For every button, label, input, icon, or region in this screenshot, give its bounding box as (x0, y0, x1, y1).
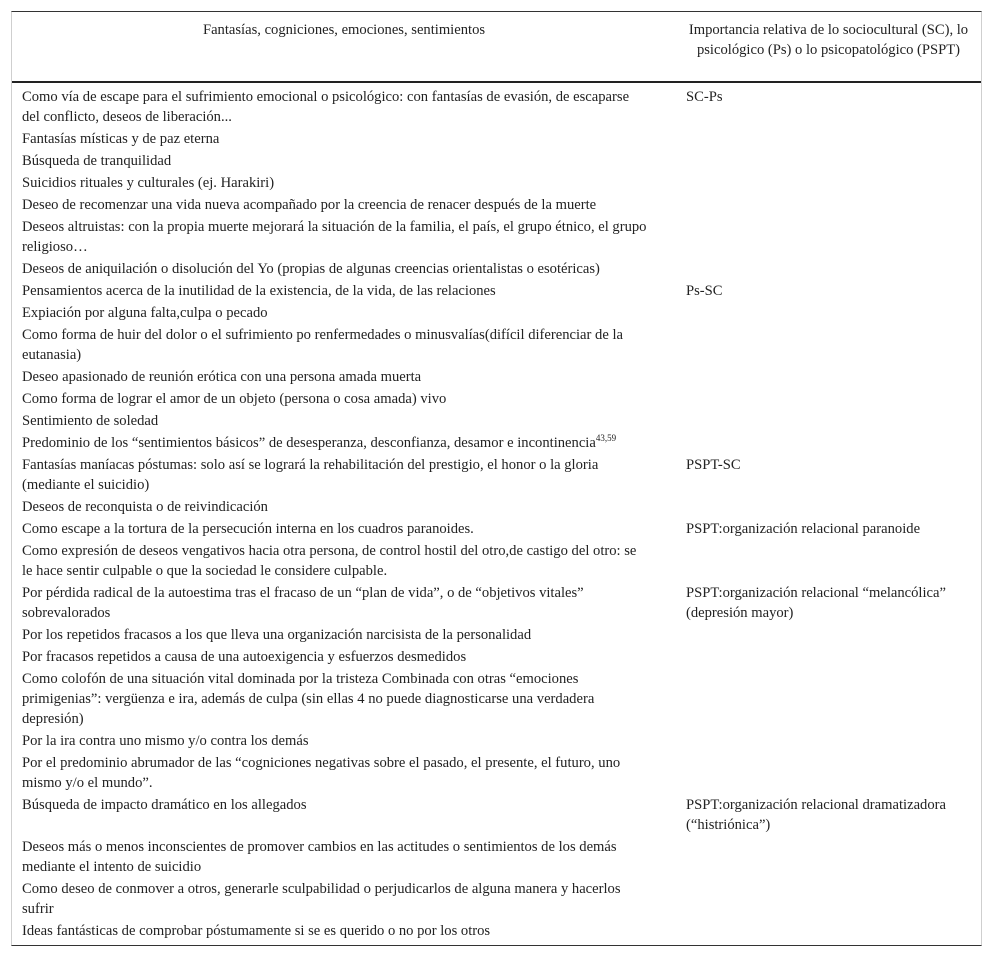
table-header (12, 12, 981, 83)
description-text: Ideas fantásticas de comprobar póstumamente si se es querido o no por los otros (22, 923, 491, 939)
table-row (12, 496, 981, 518)
description-text: Como forma de huir del dolor o el sufrimiento po renfermedades o minusvalías(difícil diferenciar de la eutanasia) (22, 327, 623, 363)
table-row (12, 646, 981, 668)
data-table (11, 11, 982, 946)
table-row (12, 878, 981, 920)
cell-description (12, 194, 676, 216)
table-row (12, 194, 981, 216)
table-row (12, 454, 981, 496)
description-text: Como deseo de conmover a otros, generarle sculpabilidad o perjudicarlos de alguna manera y hacerlos sufrir (22, 881, 621, 917)
header-col-feelings: Fantasías, cogniciones, emociones, sentimientos (202, 22, 486, 38)
cell-description (12, 388, 676, 410)
table-row (12, 752, 981, 794)
cell-category: PSPT:organización relacional paranoide (686, 521, 921, 537)
description-text: Deseos altruistas: con la propia muerte mejorará la situación de la familia, el país, el grupo étnico, el grupo religioso… (22, 219, 647, 255)
cell-description (12, 624, 676, 646)
table-row (12, 432, 981, 454)
citation-superscript: 43,59 (595, 433, 617, 443)
cell-category: PSPT:organización relacional dramatizadora (“histriónica”) (686, 797, 946, 833)
description-text: Fantasías maníacas póstumas: solo así se logrará la rehabilitación del prestigio, el honor o la gloria (mediante el suicidio) (22, 457, 599, 493)
cell-category (676, 540, 981, 582)
cell-category (676, 216, 981, 258)
cell-description (12, 878, 676, 920)
cell-category (676, 302, 981, 324)
description-text: Como escape a la tortura de la persecución interna en los cuadros paranoides. (22, 521, 474, 537)
cell-category: Ps-SC (686, 283, 723, 299)
table-row (12, 258, 981, 280)
table-row (12, 836, 981, 878)
header-col-importance: Importancia relativa de lo sociocultural (SC), lo psicológico (Ps) o lo psicopatológico (PSPT) (688, 22, 969, 58)
cell-description (12, 496, 676, 518)
description-text: Deseos de aniquilación o disolución del Yo (propias de algunas creencias orientalistas o esotéricas) (22, 261, 600, 277)
table-row (12, 172, 981, 194)
description-text: Por el predominio abrumador de las “cogniciones negativas sobre el pasado, el presente, el futuro, uno mismo y/o el mundo”. (22, 755, 621, 791)
cell-description (12, 454, 676, 496)
cell-category (676, 172, 981, 194)
cell-category (676, 128, 981, 150)
cell-description (12, 302, 676, 324)
cell-description (12, 128, 676, 150)
cell-description (12, 172, 676, 194)
description-text: Búsqueda de tranquilidad (22, 153, 172, 169)
table-row (12, 540, 981, 582)
table-body (12, 83, 981, 945)
description-text: Deseos más o menos inconscientes de promover cambios en las actitudes o sentimientos de los demás mediante el intento de suicidio (22, 839, 617, 875)
description-text: Por los repetidos fracasos a los que lleva una organización narcisista de la personalidad (22, 627, 532, 643)
cell-description (12, 582, 676, 624)
cell-description (12, 730, 676, 752)
cell-description (12, 86, 676, 128)
description-text: Suicidios rituales y culturales (ej. Harakiri) (22, 175, 275, 191)
description-text: Expiación por alguna falta,culpa o pecado (22, 305, 268, 321)
table-row (12, 730, 981, 752)
cell-category (676, 150, 981, 172)
cell-description (12, 216, 676, 258)
cell-category: SC-Ps (686, 89, 723, 105)
table-row (12, 280, 981, 302)
cell-category (676, 646, 981, 668)
table-row (12, 668, 981, 730)
table-row (12, 366, 981, 388)
cell-description (12, 752, 676, 794)
table-row (12, 582, 981, 624)
cell-category (676, 194, 981, 216)
cell-description (12, 836, 676, 878)
description-text: Fantasías místicas y de paz eterna (22, 131, 220, 147)
description-text: Deseo de recomenzar una vida nueva acompañado por la creencia de renacer después de la muerte (22, 197, 597, 213)
cell-description (12, 366, 676, 388)
description-text: Por fracasos repetidos a causa de una autoexigencia y esfuerzos desmedidos (22, 649, 467, 665)
cell-description (12, 540, 676, 582)
cell-description (12, 258, 676, 280)
cell-description (12, 920, 676, 942)
cell-description (12, 668, 676, 730)
cell-category (676, 258, 981, 280)
table-row (12, 216, 981, 258)
cell-category (676, 366, 981, 388)
cell-description (12, 432, 676, 454)
table-row (12, 86, 981, 128)
description-text: Por la ira contra uno mismo y/o contra los demás (22, 733, 309, 749)
description-text: Como vía de escape para el sufrimiento emocional o psicológico: con fantasías de evasión, de escaparse del conflicto, deseos de liberación... (22, 89, 630, 125)
table-row (12, 324, 981, 366)
description-text: Predominio de los “sentimientos básicos” de desesperanza, desconfianza, desamor e incontinencia (22, 435, 596, 451)
cell-description (12, 280, 676, 302)
table-row (12, 624, 981, 646)
cell-category (676, 410, 981, 432)
cell-description (12, 518, 676, 540)
cell-category (676, 920, 981, 942)
table-row (12, 410, 981, 432)
cell-category (676, 836, 981, 878)
cell-description (12, 150, 676, 172)
table-row (12, 794, 981, 836)
cell-description (12, 794, 676, 836)
table-row (12, 388, 981, 410)
cell-category (676, 496, 981, 518)
cell-category: PSPT:organización relacional “melancólica” (depresión mayor) (686, 585, 946, 621)
cell-category (676, 388, 981, 410)
cell-category (676, 432, 981, 454)
cell-category (676, 324, 981, 366)
cell-category (676, 752, 981, 794)
table-row (12, 518, 981, 540)
description-text: Pensamientos acerca de la inutilidad de la existencia, de la vida, de las relaciones (22, 283, 496, 299)
description-text: Sentimiento de soledad (22, 413, 159, 429)
table-row (12, 150, 981, 172)
cell-description (12, 646, 676, 668)
table-row (12, 302, 981, 324)
description-text: Por pérdida radical de la autoestima tras el fracaso de un “plan de vida”, o de “objetivos vitales” sobrevalorados (22, 585, 584, 621)
description-text: Deseo apasionado de reunión erótica con una persona amada muerta (22, 369, 422, 385)
cell-category (676, 878, 981, 920)
description-text: Deseos de reconquista o de reivindicación (22, 499, 268, 515)
table-row (12, 920, 981, 942)
cell-category (676, 668, 981, 730)
description-text: Como expresión de deseos vengativos hacia otra persona, de control hostil del otro,de castigo del otro: se le hace sentir culpable o que la sociedad le considere culpable. (22, 543, 637, 579)
description-text: Como forma de lograr el amor de un objeto (persona o cosa amada) vivo (22, 391, 447, 407)
table-row (12, 128, 981, 150)
cell-category: PSPT-SC (686, 457, 741, 473)
cell-category (676, 624, 981, 646)
description-text: Búsqueda de impacto dramático en los allegados (22, 797, 307, 813)
cell-category (676, 730, 981, 752)
cell-description (12, 410, 676, 432)
cell-description (12, 324, 676, 366)
description-text: Como colofón de una situación vital dominada por la tristeza Combinada con otras “emociones primigenias”: vergüenza e ira, además de culpa (sin ellas 4 no puede diagnosticarse una verdadera depresión) (22, 671, 595, 727)
